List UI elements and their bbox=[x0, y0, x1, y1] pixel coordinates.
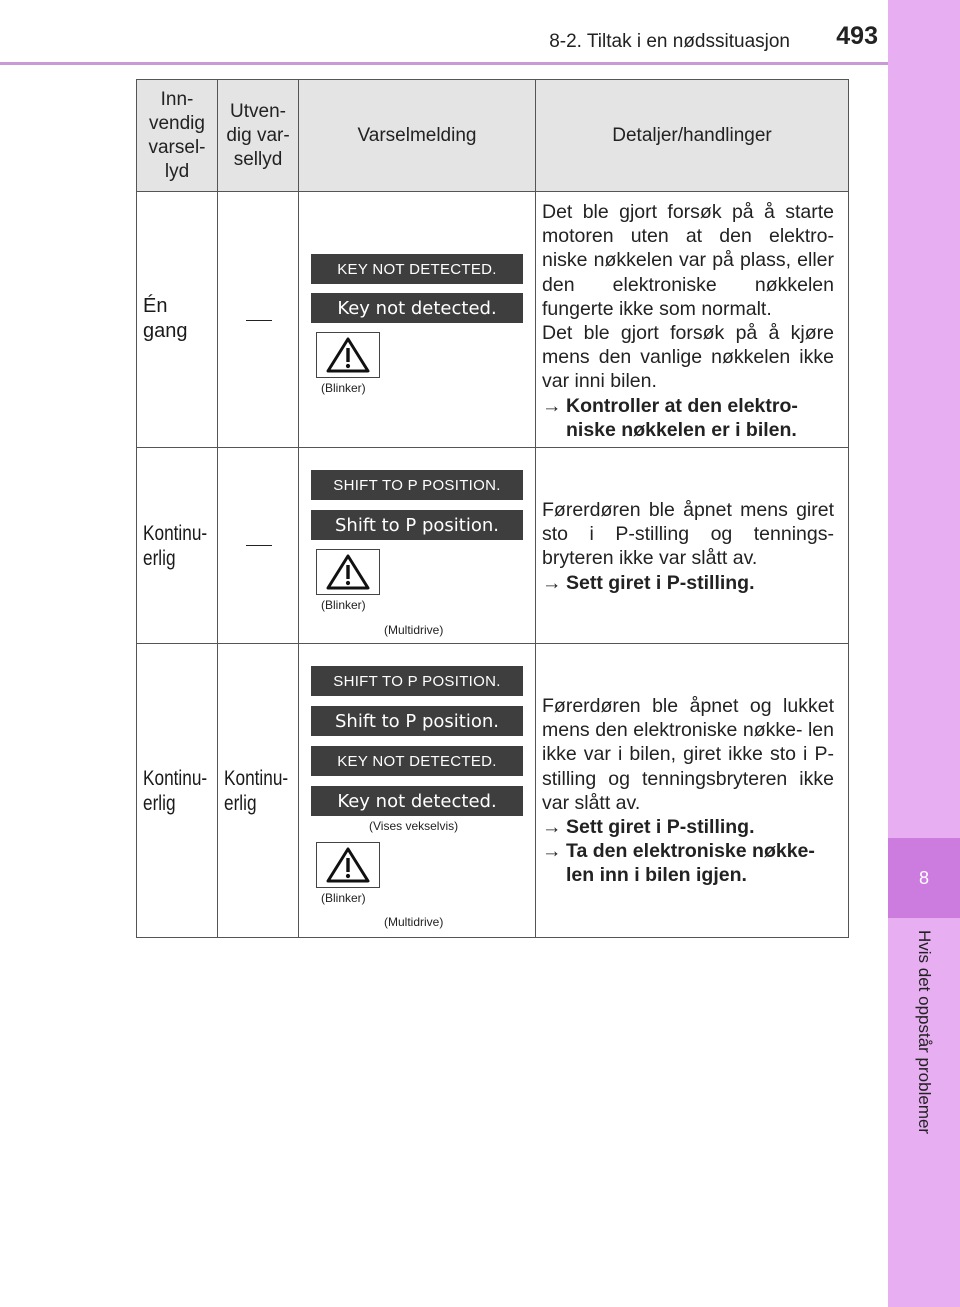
row1-internal bbox=[137, 192, 218, 448]
warning-triangle-icon bbox=[316, 549, 380, 595]
action-text: Sett giret i P-stilling. bbox=[566, 571, 755, 594]
cell-line: Én bbox=[143, 295, 168, 317]
multidrive-note: (Multidrive) bbox=[384, 623, 444, 637]
row2-external bbox=[218, 448, 299, 644]
cell-line: erlig bbox=[224, 792, 257, 815]
page-number: 493 bbox=[836, 22, 878, 50]
header-external-buzzer bbox=[218, 80, 299, 192]
arrow-icon: → bbox=[542, 840, 562, 863]
message-display-upper: KEY NOT DETECTED. bbox=[311, 254, 523, 284]
header-line: sellyd bbox=[233, 148, 283, 170]
arrow-icon: → bbox=[542, 394, 562, 417]
row1-details bbox=[536, 192, 849, 448]
action-item bbox=[542, 394, 834, 442]
header-rule bbox=[0, 62, 888, 65]
row1-external bbox=[218, 192, 299, 448]
action-item bbox=[542, 571, 834, 595]
chapter-number-box: 8 bbox=[888, 838, 960, 918]
header-details bbox=[536, 80, 849, 192]
message-display-upper: SHIFT TO P POSITION. bbox=[311, 666, 523, 696]
cell-line: Kontinu- bbox=[143, 767, 208, 790]
action-text: Sett giret i P-stilling. bbox=[566, 816, 755, 839]
alternating-note: (Vises vekselvis) bbox=[369, 819, 459, 833]
message-display-mixed: Shift to P position. bbox=[311, 706, 523, 736]
row3-external bbox=[218, 644, 299, 938]
row1-message bbox=[299, 192, 536, 448]
section-title: 8-2. Tiltak i en nødssituasjon bbox=[549, 31, 790, 52]
header-line: Inn- bbox=[160, 88, 194, 110]
action-text: Kontroller at den elektro- niske nøkkelen er i bilen. bbox=[566, 394, 798, 441]
message-display-mixed: Key not detected. bbox=[311, 786, 523, 816]
no-buzzer-dash bbox=[246, 320, 272, 321]
row2-internal bbox=[137, 448, 218, 644]
header-line: vendig bbox=[148, 112, 205, 134]
blink-note: (Blinker) bbox=[321, 381, 366, 395]
header-warning-message bbox=[299, 80, 536, 192]
action-item bbox=[542, 815, 834, 839]
detail-paragraph: Det ble gjort forsøk på å starte motoren uten at den elektro- niske nøkkelen var på plass, eller den elektroniske nøkkelen fungerte ikke som normalt. bbox=[542, 201, 834, 320]
warning-triangle-icon bbox=[316, 332, 380, 378]
detail-paragraph: Det ble gjort forsøk på å kjøre mens den vanlige nøkkelen ikke var inni bilen. bbox=[542, 322, 834, 393]
row2-details bbox=[536, 448, 849, 644]
arrow-icon: → bbox=[542, 816, 562, 839]
row3-internal bbox=[137, 644, 218, 938]
chapter-title: Hvis det oppstår problemer bbox=[915, 930, 934, 1135]
cell-line: gang bbox=[143, 320, 188, 342]
row3-details bbox=[536, 644, 849, 938]
cell-line: Kontinu- bbox=[143, 522, 208, 545]
header-line: varsel- bbox=[148, 136, 206, 158]
warning-triangle-icon bbox=[316, 842, 380, 888]
header-text: Detaljer/handlinger bbox=[612, 124, 772, 146]
detail-paragraph: Førerdøren ble åpnet mens giret sto i P-stilling og tennings- bryteren ikke var slått av. bbox=[542, 499, 834, 570]
no-buzzer-dash bbox=[246, 545, 272, 546]
multidrive-note: (Multidrive) bbox=[384, 915, 444, 929]
cell-line: Kontinu- bbox=[224, 767, 289, 790]
blink-note: (Blinker) bbox=[321, 891, 366, 905]
action-item bbox=[542, 839, 834, 887]
row3-message bbox=[299, 644, 536, 938]
header-line: Utven- bbox=[230, 100, 286, 122]
message-display-upper: KEY NOT DETECTED. bbox=[311, 746, 523, 776]
warning-message-table bbox=[136, 79, 849, 938]
arrow-icon: → bbox=[542, 571, 562, 594]
row2-message bbox=[299, 448, 536, 644]
cell-line: erlig bbox=[143, 792, 176, 815]
action-text: Ta den elektroniske nøkke- len inn i bilen igjen. bbox=[566, 840, 815, 887]
message-display-upper: SHIFT TO P POSITION. bbox=[311, 470, 523, 500]
message-display-mixed: Key not detected. bbox=[311, 293, 523, 323]
header-line: lyd bbox=[164, 160, 190, 182]
blink-note: (Blinker) bbox=[321, 598, 366, 612]
header-text: Varselmelding bbox=[357, 124, 477, 146]
header-internal-buzzer bbox=[137, 80, 218, 192]
message-display-mixed: Shift to P position. bbox=[311, 510, 523, 540]
cell-line: erlig bbox=[143, 547, 176, 570]
detail-paragraph: Førerdøren ble åpnet og lukket mens den elektroniske nøkke- len ikke var i bilen, giret ikke sto i P-stilling og tenningsbryteren ikke var slått av. bbox=[542, 695, 834, 814]
header-line: dig var- bbox=[226, 124, 290, 146]
